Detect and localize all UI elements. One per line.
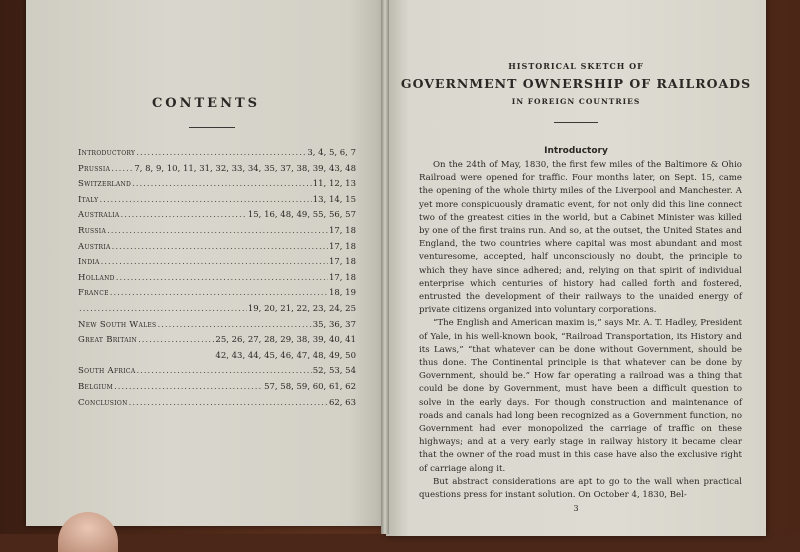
toc-entry: [78, 396, 356, 412]
toc-entry: [78, 271, 356, 287]
toc-leader-dots: [132, 177, 312, 193]
toc-entry-pages: 11, 12, 13: [312, 179, 356, 190]
right-page: [386, 0, 766, 536]
table-of-contents: [78, 146, 356, 411]
book-gutter: [381, 0, 389, 534]
toc-leader-dots: [111, 162, 133, 178]
toc-entry-name: Australia: [78, 210, 120, 221]
toc-entry-name: Belgium: [78, 381, 114, 392]
toc-entry: [78, 208, 356, 224]
body-text: [419, 159, 742, 502]
toc-entry-pages: 18, 19: [328, 288, 356, 299]
toc-entry-name: Prussia: [78, 163, 111, 174]
heading-rule: [554, 122, 598, 123]
toc-entry-pages: 62, 63: [328, 397, 356, 408]
toc-entry-continuation: [78, 349, 356, 365]
toc-entry-pages: 25, 26, 27, 28, 29, 38, 39, 40, 41: [215, 335, 356, 346]
toc-leader-dots: [107, 224, 328, 240]
toc-entry: [78, 302, 356, 318]
toc-entry-pages: 7, 8, 9, 10, 11, 31, 32, 33, 34, 35, 37, 38, 39, 43, 48: [134, 163, 356, 174]
toc-entry-name: New South Wales: [78, 319, 157, 330]
heading-small: HISTORICAL SKETCH OF: [508, 61, 644, 71]
toc-leader-dots: [138, 333, 214, 349]
contents-title: CONTENTS: [151, 96, 261, 111]
toc-entry: [78, 224, 356, 240]
toc-leader-dots: [121, 208, 247, 224]
toc-entry-pages: 35, 36, 37: [312, 319, 356, 330]
toc-entry-name: Great Britain: [78, 335, 138, 346]
toc-entry-pages: 17, 18: [328, 225, 356, 236]
toc-entry: [78, 255, 356, 271]
paragraph: On the 24th of May, 1830, the first few miles of the Baltimore & Ohio Railroad were opened for traffic. Four months later, on Sept. 15, came the opening of the whole thirty miles of the Liverpool and Manchester. A yet more conspicuously dramatic event, for not only did this line connect two of the greatest cities in the world, but a Cabinet Minister was killed by one of the first trains run. And so, at the outset, the United States and England, the two countries where capital was most abundant and most venturesome, accepted, half unconsciously no doubt, the principle to which they have since adhered; and, relying on that spirit of individual enterprise which centuries of history had called forth and fostered, entrusted the development of their railways to the unaided energy of private citizens organized into voluntary corporations.: [419, 160, 742, 316]
toc-entry-name: Holland: [78, 272, 115, 283]
toc-entry: [78, 286, 356, 302]
toc-entry-pages: 17, 18: [328, 257, 356, 268]
toc-entry-name: Switzerland: [78, 179, 132, 190]
toc-entry-name: France: [78, 288, 109, 299]
toc-entry: [78, 380, 356, 396]
toc-entry-name: India: [78, 257, 100, 268]
toc-entry: [78, 162, 356, 178]
toc-entry-pages: 17, 18: [328, 272, 356, 283]
toc-leader-dots: [79, 302, 247, 318]
toc-leader-dots: [136, 364, 311, 380]
toc-entry: [78, 193, 356, 209]
toc-leader-dots: [101, 255, 328, 271]
toc-entry-pages: 52, 53, 54: [312, 366, 356, 377]
toc-leader-dots: [157, 318, 311, 334]
toc-entry-name: Introductory: [78, 148, 136, 158]
left-page: [26, 0, 386, 526]
toc-entry: [78, 318, 356, 334]
toc-entry-pages: 19, 20, 21, 22, 23, 24, 25: [247, 303, 356, 314]
toc-entry-pages: 57, 58, 59, 60, 61, 62: [264, 381, 356, 392]
toc-leader-dots: [136, 146, 306, 162]
toc-leader-dots: [112, 240, 328, 256]
paragraph: “The English and American maxim is,” says Mr. A. T. Hadley, President of Yale, in his well-known book, “Railroad Transportation, its History and its Laws,” “that whatever can be done without Government, should be thus done. The Continental principle is that whatever can be done by Government, should be.” How far operating a railroad was a thing that could be done by Government, must have been a difficult question to solve in the early days. For though construction and maintenance of roads and canals had long been recognized as a Government function, no Government had ever monopolized the carriage of traffic on these highways; and at a very early stage in railway history it became clear that the owner of the road must in this case have also the exclusive right of carriage along it.: [419, 318, 742, 474]
toc-entry-pages: 13, 14, 15: [312, 194, 356, 205]
toc-entry: [78, 146, 356, 162]
toc-leader-dots: [99, 193, 311, 209]
toc-entry-name: Conclusion: [78, 397, 128, 408]
toc-entry-name: South Africa: [78, 366, 136, 377]
toc-leader-dots: [114, 380, 263, 396]
toc-entry-name: Italy: [78, 194, 99, 205]
toc-entry-pages: 3, 4, 5, 6, 7: [307, 148, 356, 158]
toc-entry-pages: 15, 16, 48, 49, 55, 56, 57: [247, 210, 356, 221]
page-number: 3: [573, 504, 579, 513]
toc-entry: [78, 177, 356, 193]
toc-entry-pages-continued: 42, 43, 44, 45, 46, 47, 48, 49, 50: [215, 350, 356, 361]
heading-sub: IN FOREIGN COUNTRIES: [511, 97, 641, 106]
section-title: Introductory: [544, 146, 608, 156]
toc-entry-name: Russia: [78, 225, 107, 236]
title-rule: [189, 127, 235, 128]
heading-main: GOVERNMENT OWNERSHIP OF RAILROADS: [400, 76, 752, 91]
toc-leader-dots: [129, 396, 328, 412]
toc-leader-dots: [110, 286, 328, 302]
toc-entry: [78, 364, 356, 380]
toc-entry-pages: 17, 18: [328, 241, 356, 252]
paragraph: But abstract considerations are apt to go to the wall when practical questions press for instant solution. On October 4, 1830, Bel-: [419, 476, 742, 501]
toc-entry: [78, 333, 356, 349]
toc-entry: [78, 240, 356, 256]
toc-leader-dots: [116, 271, 328, 287]
toc-entry-name: Austria: [78, 241, 111, 252]
